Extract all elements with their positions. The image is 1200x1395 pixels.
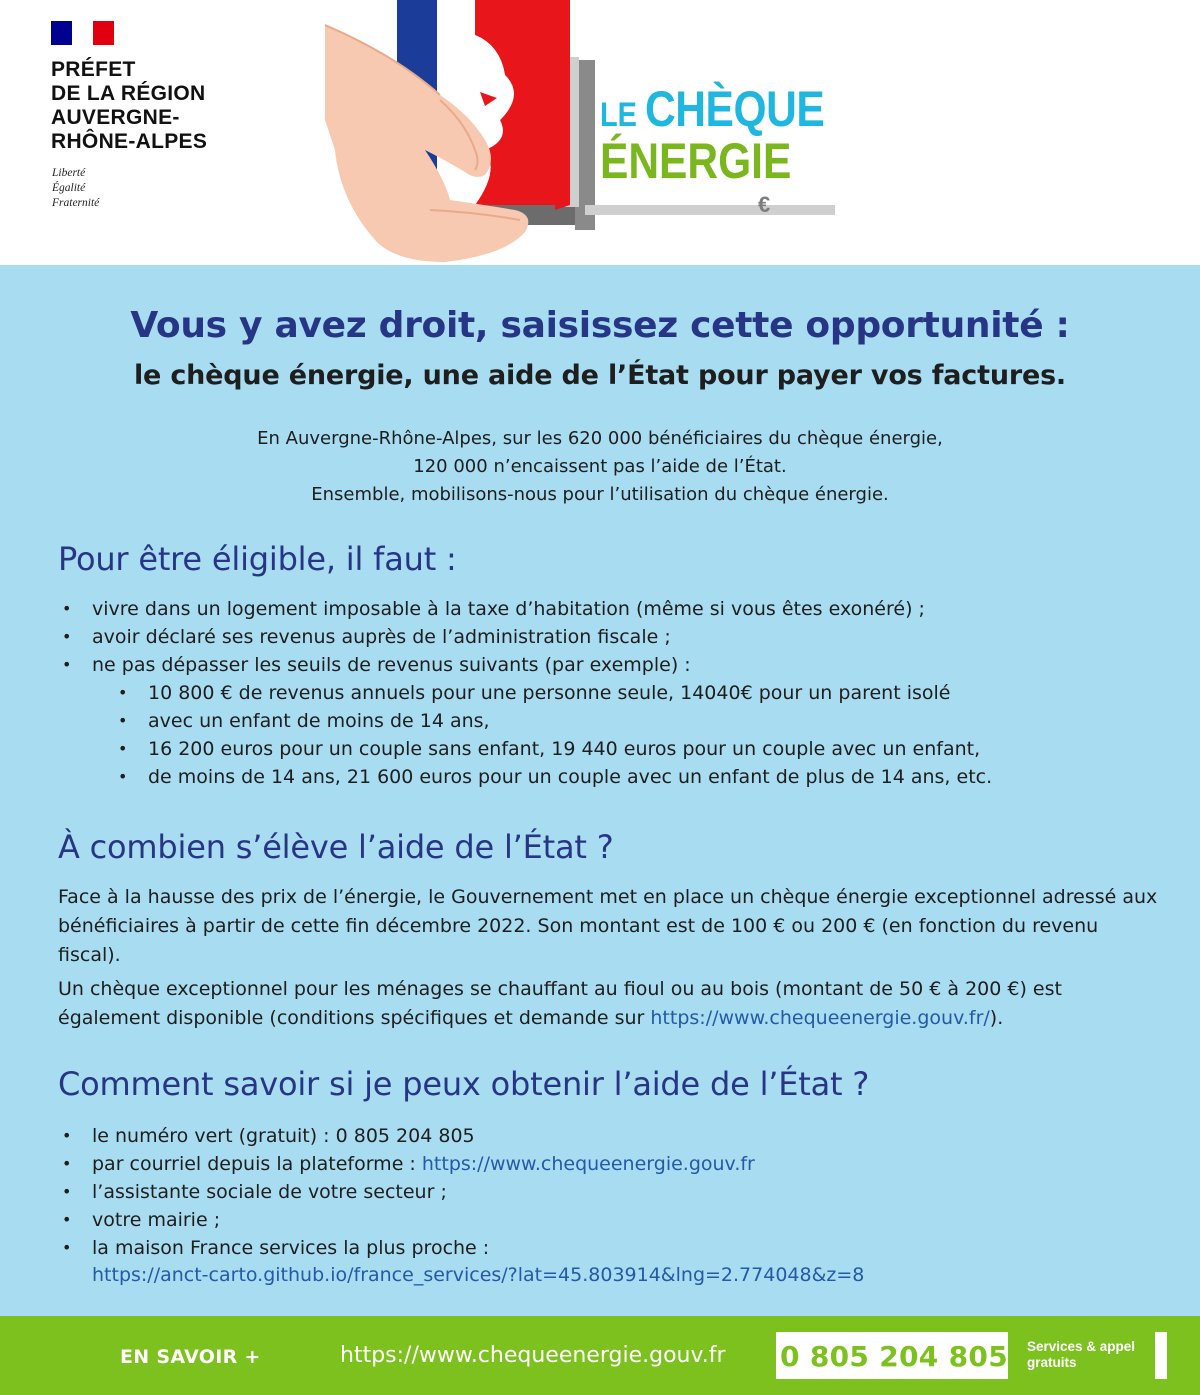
footer-bar	[0, 1316, 1200, 1395]
intro-line: En Auvergne-Rhône-Alpes, sur les 620 000 bénéficiaires du chèque énergie,	[257, 428, 943, 449]
para-text: Un chèque exceptionnel pour les ménages se chauffant au fioul ou au bois (montant de 50 € à 200 €) est également disponible (conditions spécifiques et demande sur	[58, 978, 1062, 1029]
list-item: • le numéro vert (gratuit) : 0 805 204 805	[62, 1122, 755, 1150]
prefet-line: AUVERGNE-	[51, 106, 180, 129]
services-line: Services & appel	[1027, 1339, 1136, 1354]
footer-accent-bar	[1155, 1332, 1167, 1379]
item-text: par courriel depuis la plateforme :	[92, 1153, 422, 1175]
footer-url-link[interactable]: https://www.chequeenergie.gouv.fr	[340, 1343, 726, 1368]
list-item: • 16 200 euros pour un couple sans enfant, 19 440 euros pour un couple avec un enfant,	[118, 735, 992, 763]
motto-line: Égalité	[52, 182, 86, 194]
list-item: • votre mairie ;	[62, 1206, 755, 1234]
prefet-line: PRÉFET	[51, 58, 136, 81]
free-service-label	[1011, 1332, 1155, 1379]
fuel-cheque-paragraph	[58, 975, 1158, 1033]
page-title: Vous y avez droit, saisissez cette opportunité :	[130, 305, 1070, 346]
howto-list	[62, 1122, 755, 1262]
eligibility-list	[62, 595, 925, 679]
intro-text	[0, 425, 1200, 509]
motto-line: Liberté	[52, 167, 86, 179]
intro-line: Ensemble, mobilisons-nous pour l’utilisation du chèque énergie.	[311, 484, 889, 505]
list-item: • vivre dans un logement imposable à la taxe d’habitation (même si vous êtes exonéré) ;	[62, 595, 925, 623]
cheque-energie-logo	[600, 80, 856, 190]
para-text: ).	[989, 1007, 1004, 1029]
list-item: • 10 800 € de revenus annuels pour une personne seule, 14040€ pour un parent isolé	[118, 679, 992, 707]
page-subtitle: le chèque énergie, une aide de l’État pour payer vos factures.	[133, 360, 1066, 391]
platform-link[interactable]: https://www.chequeenergie.gouv.fr	[421, 1153, 755, 1175]
france-services-map-link[interactable]: https://anct-carto.github.io/france_services/?lat=45.803914&lng=2.774048&z=8	[92, 1264, 865, 1286]
list-item: • de moins de 14 ans, 21 600 euros pour un couple avec un enfant de plus de 14 ans, etc.	[118, 763, 992, 791]
logo-le: LE	[600, 96, 637, 134]
list-item: • ne pas dépasser les seuils de revenus suivants (par exemple) :	[62, 651, 925, 679]
republic-motto	[52, 166, 99, 211]
prefet-line: RHÔNE-ALPES	[51, 130, 208, 153]
amount-paragraph: Face à la hausse des prix de l’énergie, le Gouvernement met en place un chèque énergie exceptionnel adressé aux bénéficiaires à partir de cette fin décembre 2022. Son montant est de 100 € ou 200 € (en fonction du revenu fiscal).	[58, 886, 1158, 966]
phone-number[interactable]: 0 805 204 805	[780, 1340, 1008, 1373]
header	[0, 0, 1200, 265]
list-item: • avec un enfant de moins de 14 ans,	[118, 707, 992, 735]
motto-line: Fraternité	[52, 197, 100, 209]
howto-heading: Comment savoir si je peux obtenir l’aide de l’État ?	[58, 1065, 870, 1103]
euro-symbol: €	[758, 192, 771, 217]
phone-box	[776, 1332, 1008, 1379]
learn-more-label: EN SAVOIR +	[120, 1346, 261, 1368]
logo-cheque: CHÈQUE	[645, 81, 825, 137]
french-flag-icon	[51, 21, 114, 45]
services-line: gratuits	[1027, 1355, 1077, 1370]
list-item: • avoir déclaré ses revenus auprès de l’administration fiscale ;	[62, 623, 925, 651]
list-item	[62, 1150, 755, 1178]
logo-energie: ÉNERGIE	[600, 133, 792, 189]
list-item: • la maison France services la plus proche :	[62, 1234, 755, 1262]
cheque-energie-link[interactable]: https://www.chequeenergie.gouv.fr/	[650, 1007, 990, 1029]
prefet-line: DE LA RÉGION	[51, 82, 206, 105]
eligibility-heading: Pour être éligible, il faut :	[58, 540, 457, 578]
income-threshold-list	[118, 679, 992, 791]
prefet-block	[51, 58, 207, 154]
amount-heading: À combien s’élève l’aide de l’État ?	[58, 828, 614, 866]
list-item: • l’assistante sociale de votre secteur ;	[62, 1178, 755, 1206]
main-panel	[0, 265, 1200, 1316]
intro-line: 120 000 n’encaissent pas l’aide de l’État.	[413, 456, 787, 477]
